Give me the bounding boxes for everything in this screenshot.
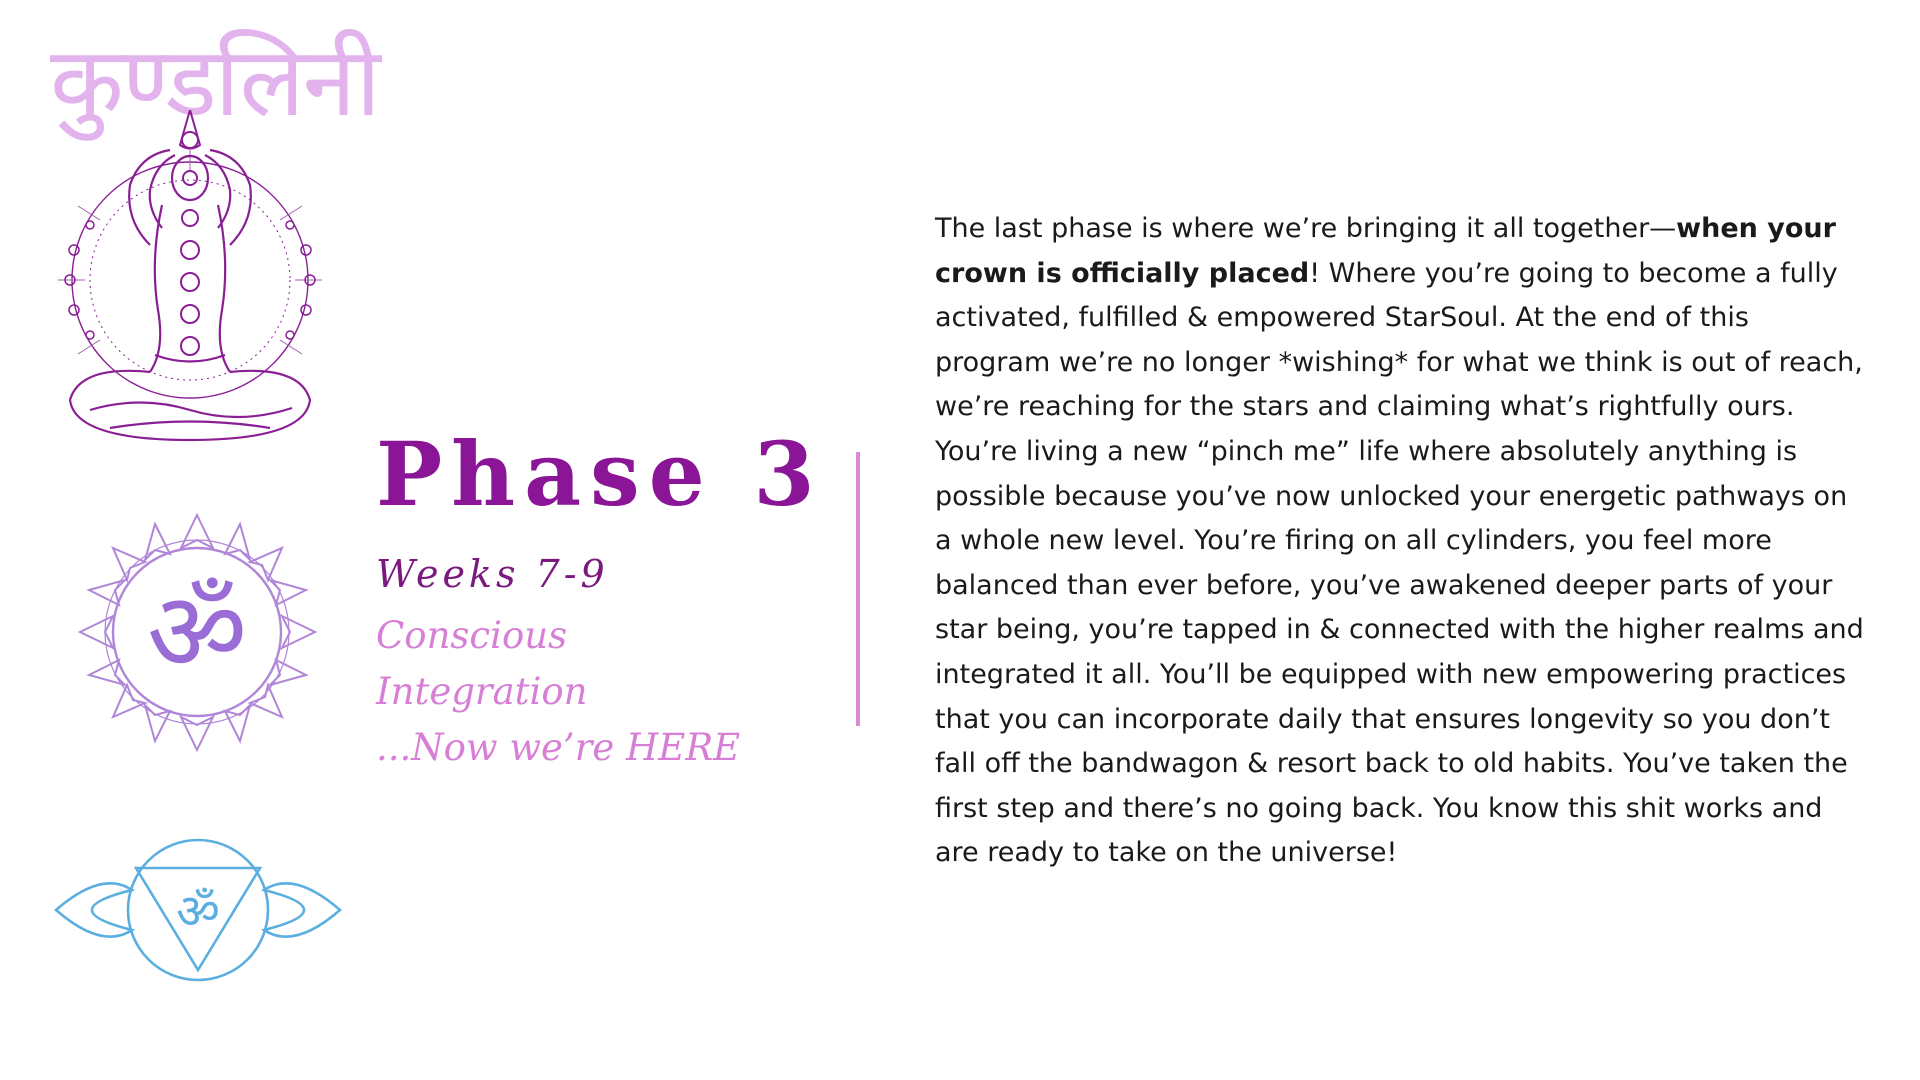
subtitle-line: Integration bbox=[376, 670, 588, 713]
phase-title: Phase 3 bbox=[376, 422, 824, 526]
subtitle-line: Conscious bbox=[376, 614, 568, 657]
svg-text:ॐ: ॐ bbox=[176, 884, 220, 940]
phase-description bbox=[935, 207, 1865, 876]
kundalini-devanagari-text: कुण्डलिनी bbox=[50, 26, 379, 138]
third-eye-chakra-icon bbox=[52, 830, 344, 990]
phase-subtitle bbox=[376, 608, 816, 776]
meditating-figure-icon bbox=[30, 110, 360, 450]
om-lotus-icon bbox=[75, 510, 320, 755]
weeks-label: Weeks 7-9 bbox=[376, 552, 609, 596]
description-rest: ! Where you’re going to become a fully activated, fulfilled & empowered StarSoul. At the end of this program we’re no longer *wishing* for what we think is out of reach, we’re reaching for the stars and claiming what’s rightfully ours. You’re living a new “pinch me” life where absolutely anything is possible because you’ve now unlocked your energetic pathways on a whole new level. You’re firing on all cylinders, you feel more balanced than ever before, you’ve awakened deeper parts of your star being, you’re tapped in & connected with the higher realms and integrated it all. You’ll be equipped with new empowering practices that you can incorporate daily that ensures longevity so you don’t fall off the bandwagon & resort back to old habits. You’ve taken the first step and there’s no going back. You know this shit works and are ready to take on the universe! bbox=[935, 257, 1864, 869]
description-bold: when your crown is officially placed bbox=[935, 213, 1836, 289]
phase-heading-block bbox=[376, 422, 824, 776]
description-intro: The last phase is where we’re bringing it all together— bbox=[935, 213, 1677, 244]
subtitle-line: ...Now we’re HERE bbox=[376, 726, 741, 769]
svg-text:ॐ: ॐ bbox=[146, 568, 248, 696]
vertical-divider bbox=[856, 452, 860, 726]
